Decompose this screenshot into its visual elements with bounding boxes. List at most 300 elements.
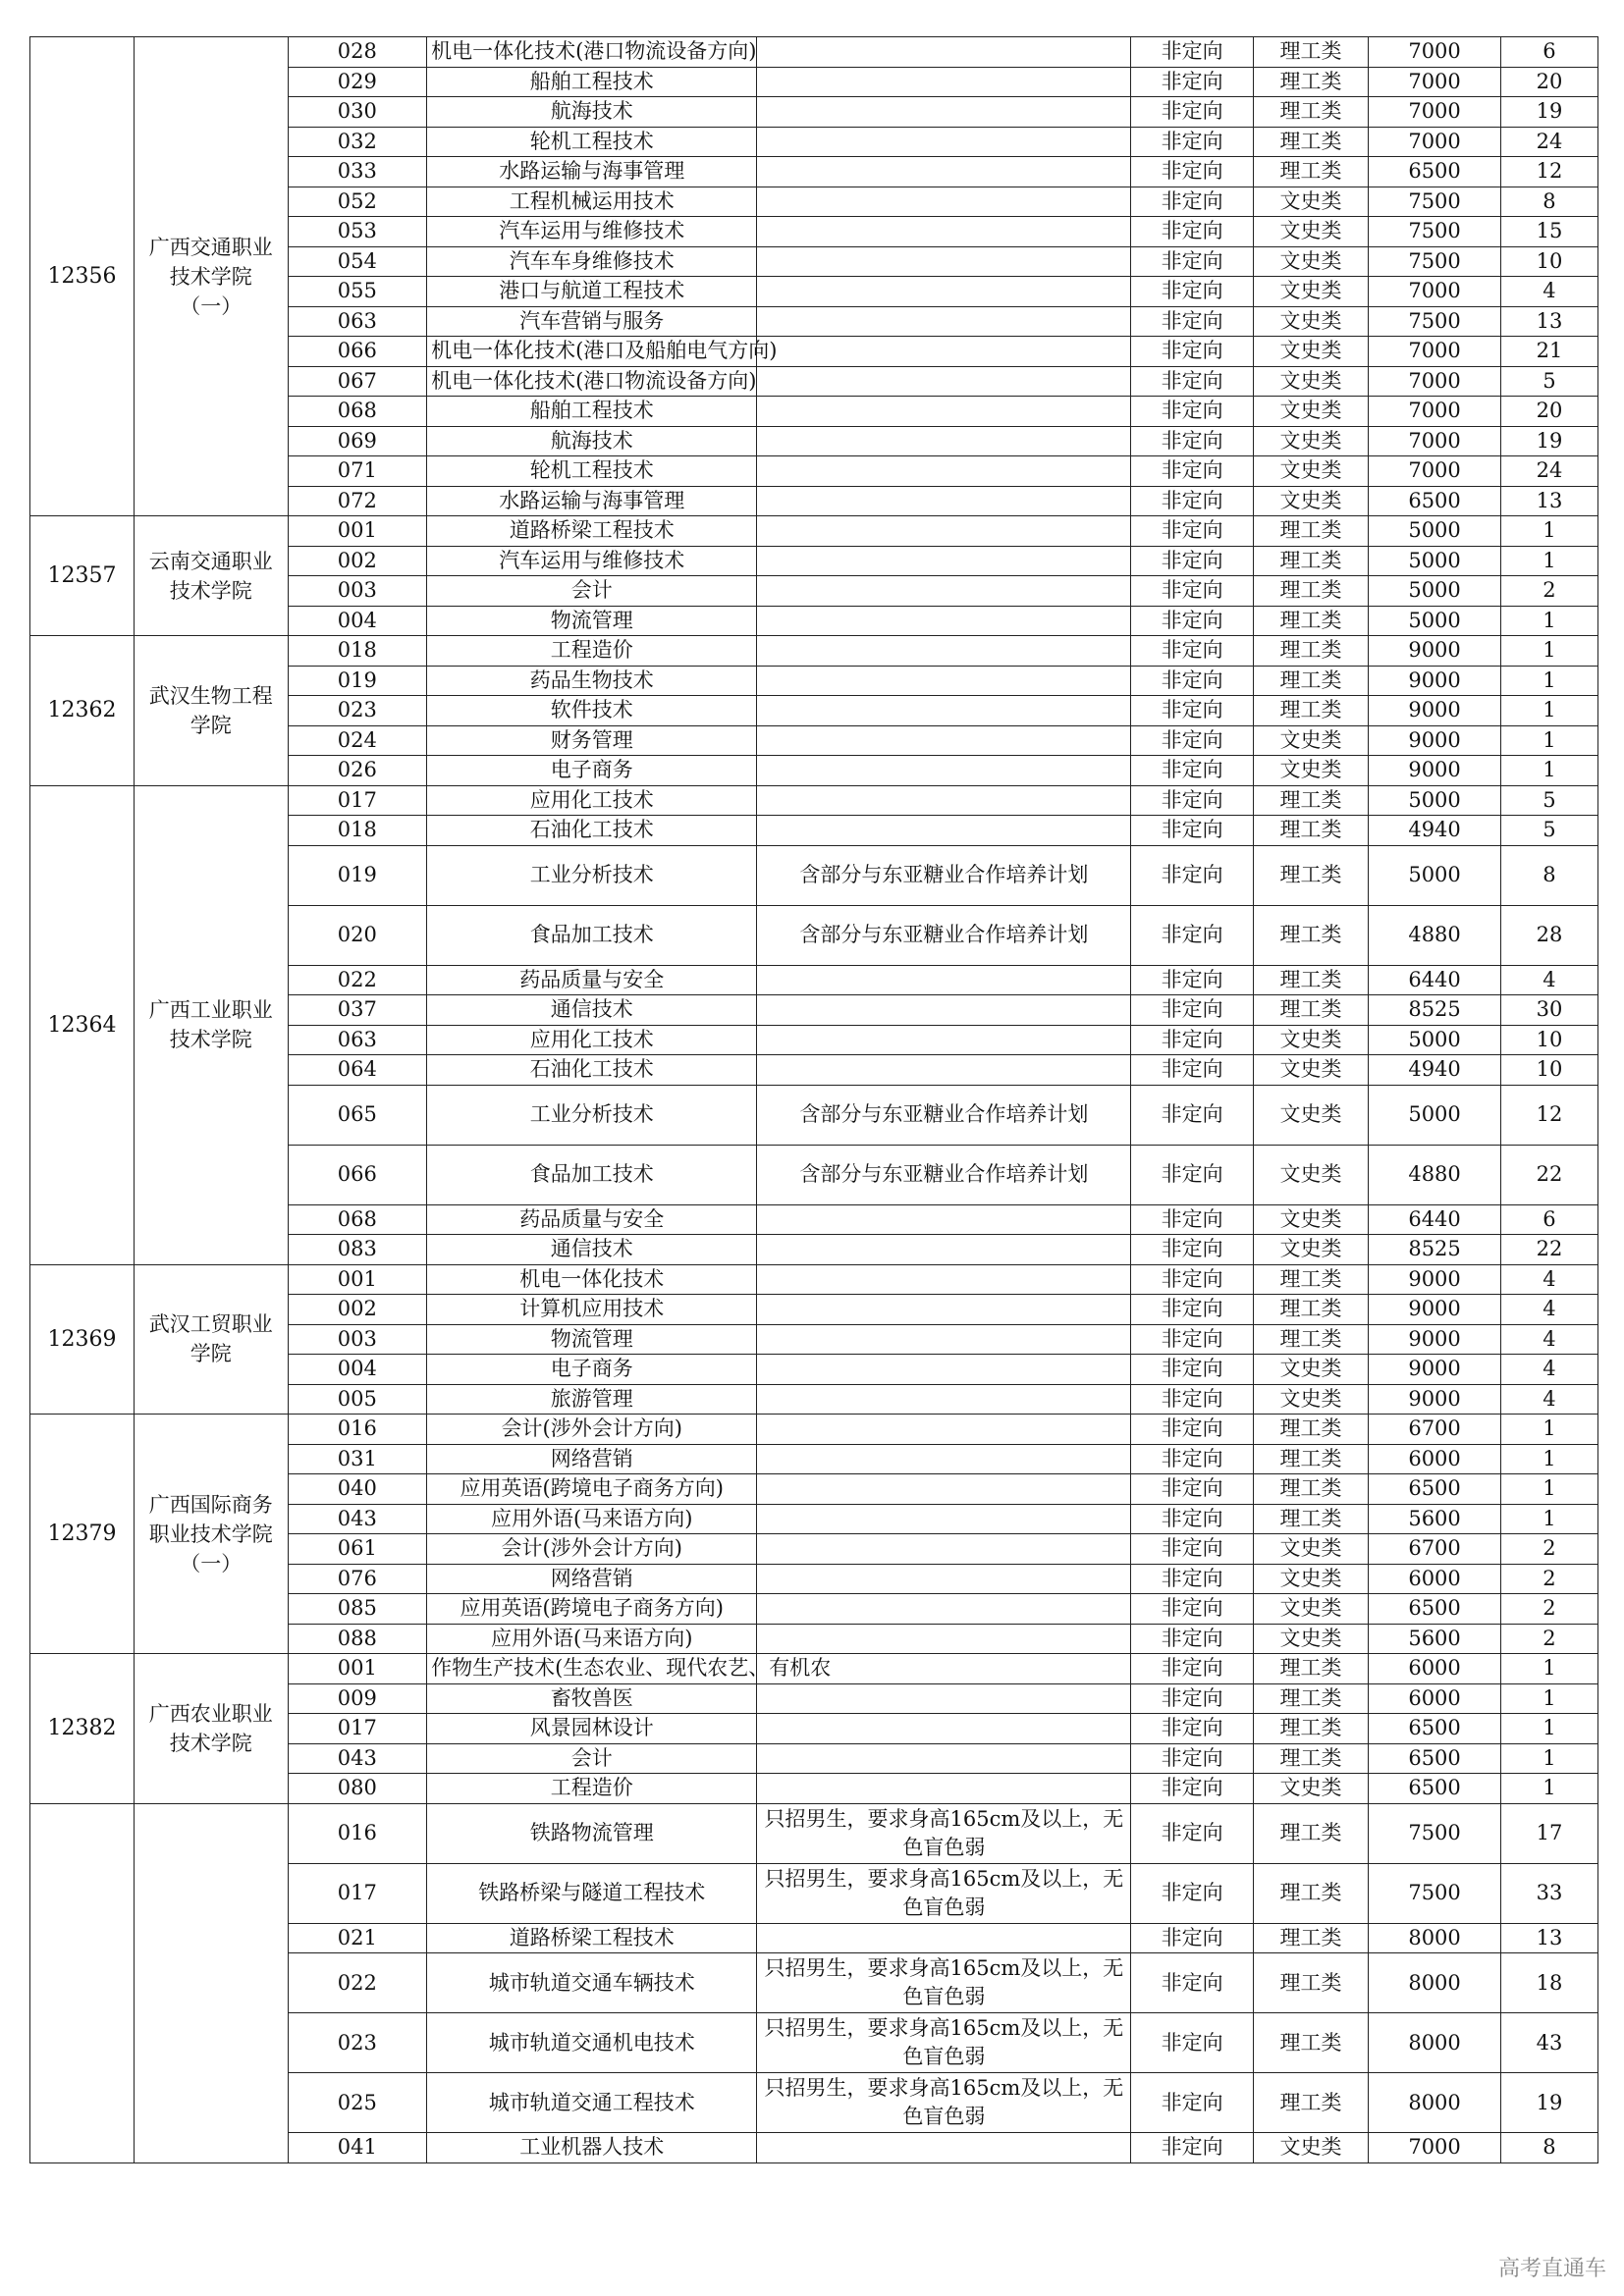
major-code: 024 <box>288 725 427 756</box>
school-name: 广西交通职业技术学院（一） <box>134 37 288 516</box>
plan-count: 2 <box>1500 1564 1597 1594</box>
major-name: 应用外语(马来语方向) <box>427 1504 757 1534</box>
subject-category: 文史类 <box>1253 1025 1368 1055</box>
enrollment-direction: 非定向 <box>1131 127 1253 157</box>
enrollment-direction: 非定向 <box>1131 1355 1253 1385</box>
table-row <box>30 785 1598 816</box>
subject-category: 理工类 <box>1253 157 1368 187</box>
enrollment-direction: 非定向 <box>1131 1264 1253 1295</box>
plan-count: 1 <box>1500 666 1597 696</box>
enrollment-direction: 非定向 <box>1131 306 1253 337</box>
major-note <box>757 516 1131 547</box>
plan-count: 1 <box>1500 1415 1597 1445</box>
plan-count: 1 <box>1500 696 1597 726</box>
subject-category: 理工类 <box>1253 1264 1368 1295</box>
plan-count: 5 <box>1500 366 1597 397</box>
major-code: 020 <box>288 905 427 965</box>
major-note <box>757 187 1131 217</box>
subject-category: 理工类 <box>1253 576 1368 607</box>
subject-category: 文史类 <box>1253 366 1368 397</box>
major-note: 含部分与东亚糖业合作培养计划 <box>757 1085 1131 1145</box>
enrollment-direction: 非定向 <box>1131 845 1253 905</box>
enrollment-direction: 非定向 <box>1131 725 1253 756</box>
enrollment-direction: 非定向 <box>1131 37 1253 68</box>
major-note <box>757 1415 1131 1445</box>
major-code: 001 <box>288 516 427 547</box>
major-code: 037 <box>288 995 427 1026</box>
major-name: 城市轨道交通机电技术 <box>427 2013 757 2073</box>
major-name: 汽车营销与服务 <box>427 306 757 337</box>
subject-category: 文史类 <box>1253 1534 1368 1565</box>
major-name: 通信技术 <box>427 1235 757 1265</box>
major-note <box>757 666 1131 696</box>
enrollment-direction: 非定向 <box>1131 995 1253 1026</box>
subject-category: 理工类 <box>1253 1953 1368 2013</box>
school-code: 12369 <box>30 1264 135 1415</box>
plan-count: 8 <box>1500 2133 1597 2163</box>
major-name: 会计 <box>427 1743 757 1774</box>
major-code: 016 <box>288 1803 427 1863</box>
major-code: 017 <box>288 1863 427 1923</box>
major-name: 铁路桥梁与隧道工程技术 <box>427 1863 757 1923</box>
plan-count: 24 <box>1500 456 1597 487</box>
tuition-fee: 6500 <box>1369 1743 1501 1774</box>
plan-count: 4 <box>1500 1324 1597 1355</box>
major-name: 会计(涉外会计方向) <box>427 1534 757 1565</box>
subject-category: 文史类 <box>1253 456 1368 487</box>
tuition-fee: 5000 <box>1369 606 1501 636</box>
major-code: 026 <box>288 756 427 786</box>
major-code: 063 <box>288 306 427 337</box>
enrollment-direction: 非定向 <box>1131 1504 1253 1534</box>
major-note <box>757 1025 1131 1055</box>
major-note <box>757 1204 1131 1235</box>
plan-count: 1 <box>1500 546 1597 576</box>
major-note <box>757 1474 1131 1505</box>
enrollment-plan-table <box>29 36 1598 2163</box>
table-row <box>30 1264 1598 1295</box>
major-name: 工业分析技术 <box>427 845 757 905</box>
major-code: 002 <box>288 1295 427 1325</box>
tuition-fee: 9000 <box>1369 636 1501 667</box>
major-code: 064 <box>288 1055 427 1086</box>
major-name: 石油化工技术 <box>427 1055 757 1086</box>
major-note <box>757 1444 1131 1474</box>
enrollment-direction: 非定向 <box>1131 696 1253 726</box>
subject-category: 理工类 <box>1253 785 1368 816</box>
major-name: 食品加工技术 <box>427 905 757 965</box>
plan-count: 4 <box>1500 1264 1597 1295</box>
subject-category: 理工类 <box>1253 1415 1368 1445</box>
tuition-fee: 6000 <box>1369 1564 1501 1594</box>
major-code: 028 <box>288 37 427 68</box>
major-code: 018 <box>288 816 427 846</box>
plan-count: 21 <box>1500 337 1597 367</box>
enrollment-direction: 非定向 <box>1131 1384 1253 1415</box>
subject-category: 理工类 <box>1253 636 1368 667</box>
major-note <box>757 1295 1131 1325</box>
major-name: 机电一体化技术(港口物流设备方向) <box>427 37 757 68</box>
tuition-fee: 5000 <box>1369 576 1501 607</box>
major-note: 只招男生，要求身高165cm及以上，无色盲色弱 <box>757 1803 1131 1863</box>
subject-category: 文史类 <box>1253 217 1368 247</box>
plan-count: 19 <box>1500 97 1597 128</box>
major-code: 061 <box>288 1534 427 1565</box>
enrollment-direction: 非定向 <box>1131 217 1253 247</box>
subject-category: 理工类 <box>1253 546 1368 576</box>
plan-count: 4 <box>1500 277 1597 307</box>
enrollment-direction: 非定向 <box>1131 1415 1253 1445</box>
plan-count: 1 <box>1500 1743 1597 1774</box>
subject-category: 理工类 <box>1253 816 1368 846</box>
subject-category: 理工类 <box>1253 1474 1368 1505</box>
major-name: 电子商务 <box>427 1355 757 1385</box>
enrollment-direction: 非定向 <box>1131 337 1253 367</box>
major-name: 机电一体化技术(港口物流设备方向) <box>427 366 757 397</box>
major-note <box>757 725 1131 756</box>
enrollment-direction: 非定向 <box>1131 187 1253 217</box>
major-name: 汽车运用与维修技术 <box>427 546 757 576</box>
major-name: 应用化工技术 <box>427 1025 757 1055</box>
subject-category: 文史类 <box>1253 756 1368 786</box>
tuition-fee: 4880 <box>1369 905 1501 965</box>
major-name: 畜牧兽医 <box>427 1683 757 1714</box>
tuition-fee: 7000 <box>1369 366 1501 397</box>
enrollment-direction: 非定向 <box>1131 397 1253 427</box>
tuition-fee: 9000 <box>1369 1324 1501 1355</box>
subject-category: 理工类 <box>1253 1863 1368 1923</box>
major-code: 017 <box>288 785 427 816</box>
major-code: 016 <box>288 1415 427 1445</box>
major-note <box>757 1743 1131 1774</box>
tuition-fee: 8000 <box>1369 2073 1501 2133</box>
tuition-fee: 5000 <box>1369 785 1501 816</box>
major-name: 石油化工技术 <box>427 816 757 846</box>
tuition-fee: 5600 <box>1369 1624 1501 1654</box>
subject-category: 文史类 <box>1253 1384 1368 1415</box>
plan-count: 18 <box>1500 1953 1597 2013</box>
subject-category: 理工类 <box>1253 1923 1368 1953</box>
major-note <box>757 1324 1131 1355</box>
plan-count: 8 <box>1500 187 1597 217</box>
major-name: 软件技术 <box>427 696 757 726</box>
subject-category: 文史类 <box>1253 486 1368 516</box>
major-name: 作物生产技术(生态农业、现代农艺、有机农 <box>427 1654 757 1684</box>
enrollment-direction: 非定向 <box>1131 1534 1253 1565</box>
major-note <box>757 1624 1131 1654</box>
major-name: 工程机械运用技术 <box>427 187 757 217</box>
tuition-fee: 7000 <box>1369 337 1501 367</box>
plan-count: 4 <box>1500 965 1597 995</box>
major-code: 003 <box>288 1324 427 1355</box>
subject-category: 理工类 <box>1253 2013 1368 2073</box>
tuition-fee: 8000 <box>1369 2013 1501 2073</box>
major-code: 080 <box>288 1774 427 1804</box>
plan-count: 2 <box>1500 1534 1597 1565</box>
plan-count: 19 <box>1500 2073 1597 2133</box>
major-code: 031 <box>288 1444 427 1474</box>
enrollment-direction: 非定向 <box>1131 1594 1253 1625</box>
major-code: 033 <box>288 157 427 187</box>
major-code: 004 <box>288 1355 427 1385</box>
major-note <box>757 1235 1131 1265</box>
major-note <box>757 217 1131 247</box>
major-name: 水路运输与海事管理 <box>427 486 757 516</box>
tuition-fee: 5000 <box>1369 1085 1501 1145</box>
major-note <box>757 1564 1131 1594</box>
plan-count: 17 <box>1500 1803 1597 1863</box>
major-code: 005 <box>288 1384 427 1415</box>
major-code: 018 <box>288 636 427 667</box>
enrollment-direction: 非定向 <box>1131 1145 1253 1204</box>
major-code: 009 <box>288 1683 427 1714</box>
plan-count: 1 <box>1500 1474 1597 1505</box>
major-code: 071 <box>288 456 427 487</box>
tuition-fee: 7000 <box>1369 426 1501 456</box>
plan-count: 19 <box>1500 426 1597 456</box>
major-note: 只招男生，要求身高165cm及以上，无色盲色弱 <box>757 2013 1131 2073</box>
major-name: 轮机工程技术 <box>427 456 757 487</box>
major-note <box>757 995 1131 1026</box>
subject-category: 理工类 <box>1253 2073 1368 2133</box>
plan-count: 4 <box>1500 1355 1597 1385</box>
major-name: 船舶工程技术 <box>427 67 757 97</box>
major-note: 只招男生，要求身高165cm及以上，无色盲色弱 <box>757 2073 1131 2133</box>
subject-category: 理工类 <box>1253 1295 1368 1325</box>
enrollment-direction: 非定向 <box>1131 1204 1253 1235</box>
major-name: 药品生物技术 <box>427 666 757 696</box>
major-code: 066 <box>288 1145 427 1204</box>
major-note <box>757 1594 1131 1625</box>
major-name: 应用英语(跨境电子商务方向) <box>427 1474 757 1505</box>
major-name: 通信技术 <box>427 995 757 1026</box>
subject-category: 文史类 <box>1253 1204 1368 1235</box>
major-note <box>757 397 1131 427</box>
plan-count: 1 <box>1500 1654 1597 1684</box>
major-code: 076 <box>288 1564 427 1594</box>
major-name: 铁路物流管理 <box>427 1803 757 1863</box>
major-note <box>757 67 1131 97</box>
major-code: 055 <box>288 277 427 307</box>
plan-count: 20 <box>1500 397 1597 427</box>
tuition-fee: 9000 <box>1369 725 1501 756</box>
enrollment-direction: 非定向 <box>1131 1803 1253 1863</box>
subject-category: 文史类 <box>1253 306 1368 337</box>
tuition-fee: 7000 <box>1369 97 1501 128</box>
major-note <box>757 277 1131 307</box>
tuition-fee: 5600 <box>1369 1504 1501 1534</box>
enrollment-direction: 非定向 <box>1131 1295 1253 1325</box>
major-code: 072 <box>288 486 427 516</box>
tuition-fee: 8525 <box>1369 1235 1501 1265</box>
major-code: 066 <box>288 337 427 367</box>
tuition-fee: 6500 <box>1369 1594 1501 1625</box>
enrollment-direction: 非定向 <box>1131 2013 1253 2073</box>
watermark-text: 高考直通车 <box>1497 2257 1606 2281</box>
major-note <box>757 636 1131 667</box>
major-note <box>757 1055 1131 1086</box>
tuition-fee: 5000 <box>1369 845 1501 905</box>
enrollment-direction: 非定向 <box>1131 1774 1253 1804</box>
subject-category: 文史类 <box>1253 246 1368 277</box>
subject-category: 文史类 <box>1253 2133 1368 2163</box>
major-note <box>757 426 1131 456</box>
major-name: 应用外语(马来语方向) <box>427 1624 757 1654</box>
enrollment-direction: 非定向 <box>1131 606 1253 636</box>
enrollment-direction: 非定向 <box>1131 905 1253 965</box>
major-name: 水路运输与海事管理 <box>427 157 757 187</box>
major-note <box>757 1384 1131 1415</box>
plan-count: 1 <box>1500 636 1597 667</box>
plan-count: 43 <box>1500 2013 1597 2073</box>
tuition-fee: 4880 <box>1369 1145 1501 1204</box>
subject-category: 文史类 <box>1253 1564 1368 1594</box>
major-code: 017 <box>288 1714 427 1744</box>
major-note <box>757 246 1131 277</box>
plan-count: 22 <box>1500 1145 1597 1204</box>
plan-count: 12 <box>1500 157 1597 187</box>
plan-count: 1 <box>1500 1683 1597 1714</box>
subject-category: 理工类 <box>1253 1504 1368 1534</box>
major-note <box>757 965 1131 995</box>
major-note <box>757 456 1131 487</box>
tuition-fee: 7000 <box>1369 67 1501 97</box>
major-note <box>757 157 1131 187</box>
subject-category: 文史类 <box>1253 397 1368 427</box>
subject-category: 理工类 <box>1253 1714 1368 1744</box>
school-name: 广西工业职业技术学院 <box>134 785 288 1264</box>
enrollment-direction: 非定向 <box>1131 1953 1253 2013</box>
enrollment-direction: 非定向 <box>1131 1085 1253 1145</box>
subject-category: 理工类 <box>1253 965 1368 995</box>
subject-category: 文史类 <box>1253 1624 1368 1654</box>
plan-count: 1 <box>1500 1774 1597 1804</box>
plan-count: 13 <box>1500 486 1597 516</box>
school-code <box>30 1803 135 2163</box>
tuition-fee: 6440 <box>1369 965 1501 995</box>
plan-count: 22 <box>1500 1235 1597 1265</box>
school-code: 12364 <box>30 785 135 1264</box>
enrollment-direction: 非定向 <box>1131 2073 1253 2133</box>
subject-category: 文史类 <box>1253 277 1368 307</box>
major-name: 机电一体化技术(港口及船舶电气方向) <box>427 337 757 367</box>
plan-count: 5 <box>1500 785 1597 816</box>
major-code: 085 <box>288 1594 427 1625</box>
major-code: 022 <box>288 1953 427 2013</box>
tuition-fee: 9000 <box>1369 666 1501 696</box>
major-code: 053 <box>288 217 427 247</box>
subject-category: 文史类 <box>1253 187 1368 217</box>
enrollment-direction: 非定向 <box>1131 516 1253 547</box>
major-code: 088 <box>288 1624 427 1654</box>
major-note <box>757 816 1131 846</box>
subject-category: 文史类 <box>1253 1594 1368 1625</box>
major-name: 电子商务 <box>427 756 757 786</box>
subject-category: 理工类 <box>1253 1444 1368 1474</box>
major-name: 药品质量与安全 <box>427 1204 757 1235</box>
enrollment-direction: 非定向 <box>1131 636 1253 667</box>
tuition-fee: 6500 <box>1369 157 1501 187</box>
major-code: 068 <box>288 397 427 427</box>
major-code: 040 <box>288 1474 427 1505</box>
tuition-fee: 7000 <box>1369 37 1501 68</box>
enrollment-direction: 非定向 <box>1131 1624 1253 1654</box>
major-note <box>757 306 1131 337</box>
major-name: 会计(涉外会计方向) <box>427 1415 757 1445</box>
major-note <box>757 1683 1131 1714</box>
subject-category: 文史类 <box>1253 1145 1368 1204</box>
major-code: 083 <box>288 1235 427 1265</box>
enrollment-direction: 非定向 <box>1131 1564 1253 1594</box>
major-name: 计算机应用技术 <box>427 1295 757 1325</box>
tuition-fee: 7000 <box>1369 2133 1501 2163</box>
plan-count: 1 <box>1500 1504 1597 1534</box>
major-name: 旅游管理 <box>427 1384 757 1415</box>
major-name: 航海技术 <box>427 97 757 128</box>
school-name: 广西国际商务职业技术学院（一） <box>134 1415 288 1654</box>
major-note: 只招男生，要求身高165cm及以上，无色盲色弱 <box>757 1863 1131 1923</box>
enrollment-direction: 非定向 <box>1131 246 1253 277</box>
major-note <box>757 696 1131 726</box>
major-name: 轮机工程技术 <box>427 127 757 157</box>
subject-category: 理工类 <box>1253 1803 1368 1863</box>
enrollment-direction: 非定向 <box>1131 426 1253 456</box>
tuition-fee: 6700 <box>1369 1415 1501 1445</box>
tuition-fee: 4940 <box>1369 816 1501 846</box>
major-name: 网络营销 <box>427 1564 757 1594</box>
enrollment-direction: 非定向 <box>1131 1863 1253 1923</box>
major-code: 004 <box>288 606 427 636</box>
major-note <box>757 486 1131 516</box>
major-code: 041 <box>288 2133 427 2163</box>
major-code: 025 <box>288 2073 427 2133</box>
major-note <box>757 756 1131 786</box>
major-note <box>757 37 1131 68</box>
subject-category: 理工类 <box>1253 666 1368 696</box>
plan-count: 13 <box>1500 306 1597 337</box>
major-note <box>757 337 1131 367</box>
major-note <box>757 1714 1131 1744</box>
enrollment-direction: 非定向 <box>1131 816 1253 846</box>
major-code: 001 <box>288 1264 427 1295</box>
plan-count: 5 <box>1500 816 1597 846</box>
enrollment-direction: 非定向 <box>1131 1444 1253 1474</box>
enrollment-direction: 非定向 <box>1131 1474 1253 1505</box>
subject-category: 文史类 <box>1253 1085 1368 1145</box>
tuition-fee: 6440 <box>1369 1204 1501 1235</box>
major-name: 工业分析技术 <box>427 1085 757 1145</box>
major-code: 030 <box>288 97 427 128</box>
major-code: 002 <box>288 546 427 576</box>
school-name: 广西农业职业技术学院 <box>134 1654 288 1804</box>
plan-count: 13 <box>1500 1923 1597 1953</box>
enrollment-direction: 非定向 <box>1131 756 1253 786</box>
school-name: 武汉工贸职业学院 <box>134 1264 288 1415</box>
major-name: 汽车车身维修技术 <box>427 246 757 277</box>
subject-category: 理工类 <box>1253 696 1368 726</box>
major-note: 含部分与东亚糖业合作培养计划 <box>757 845 1131 905</box>
school-code: 12362 <box>30 636 135 786</box>
enrollment-direction: 非定向 <box>1131 1654 1253 1684</box>
major-code: 023 <box>288 2013 427 2073</box>
enrollment-direction: 非定向 <box>1131 486 1253 516</box>
tuition-fee: 6000 <box>1369 1654 1501 1684</box>
table-body <box>30 37 1598 2163</box>
major-code: 022 <box>288 965 427 995</box>
subject-category: 理工类 <box>1253 127 1368 157</box>
tuition-fee: 9000 <box>1369 1264 1501 1295</box>
tuition-fee: 7000 <box>1369 127 1501 157</box>
